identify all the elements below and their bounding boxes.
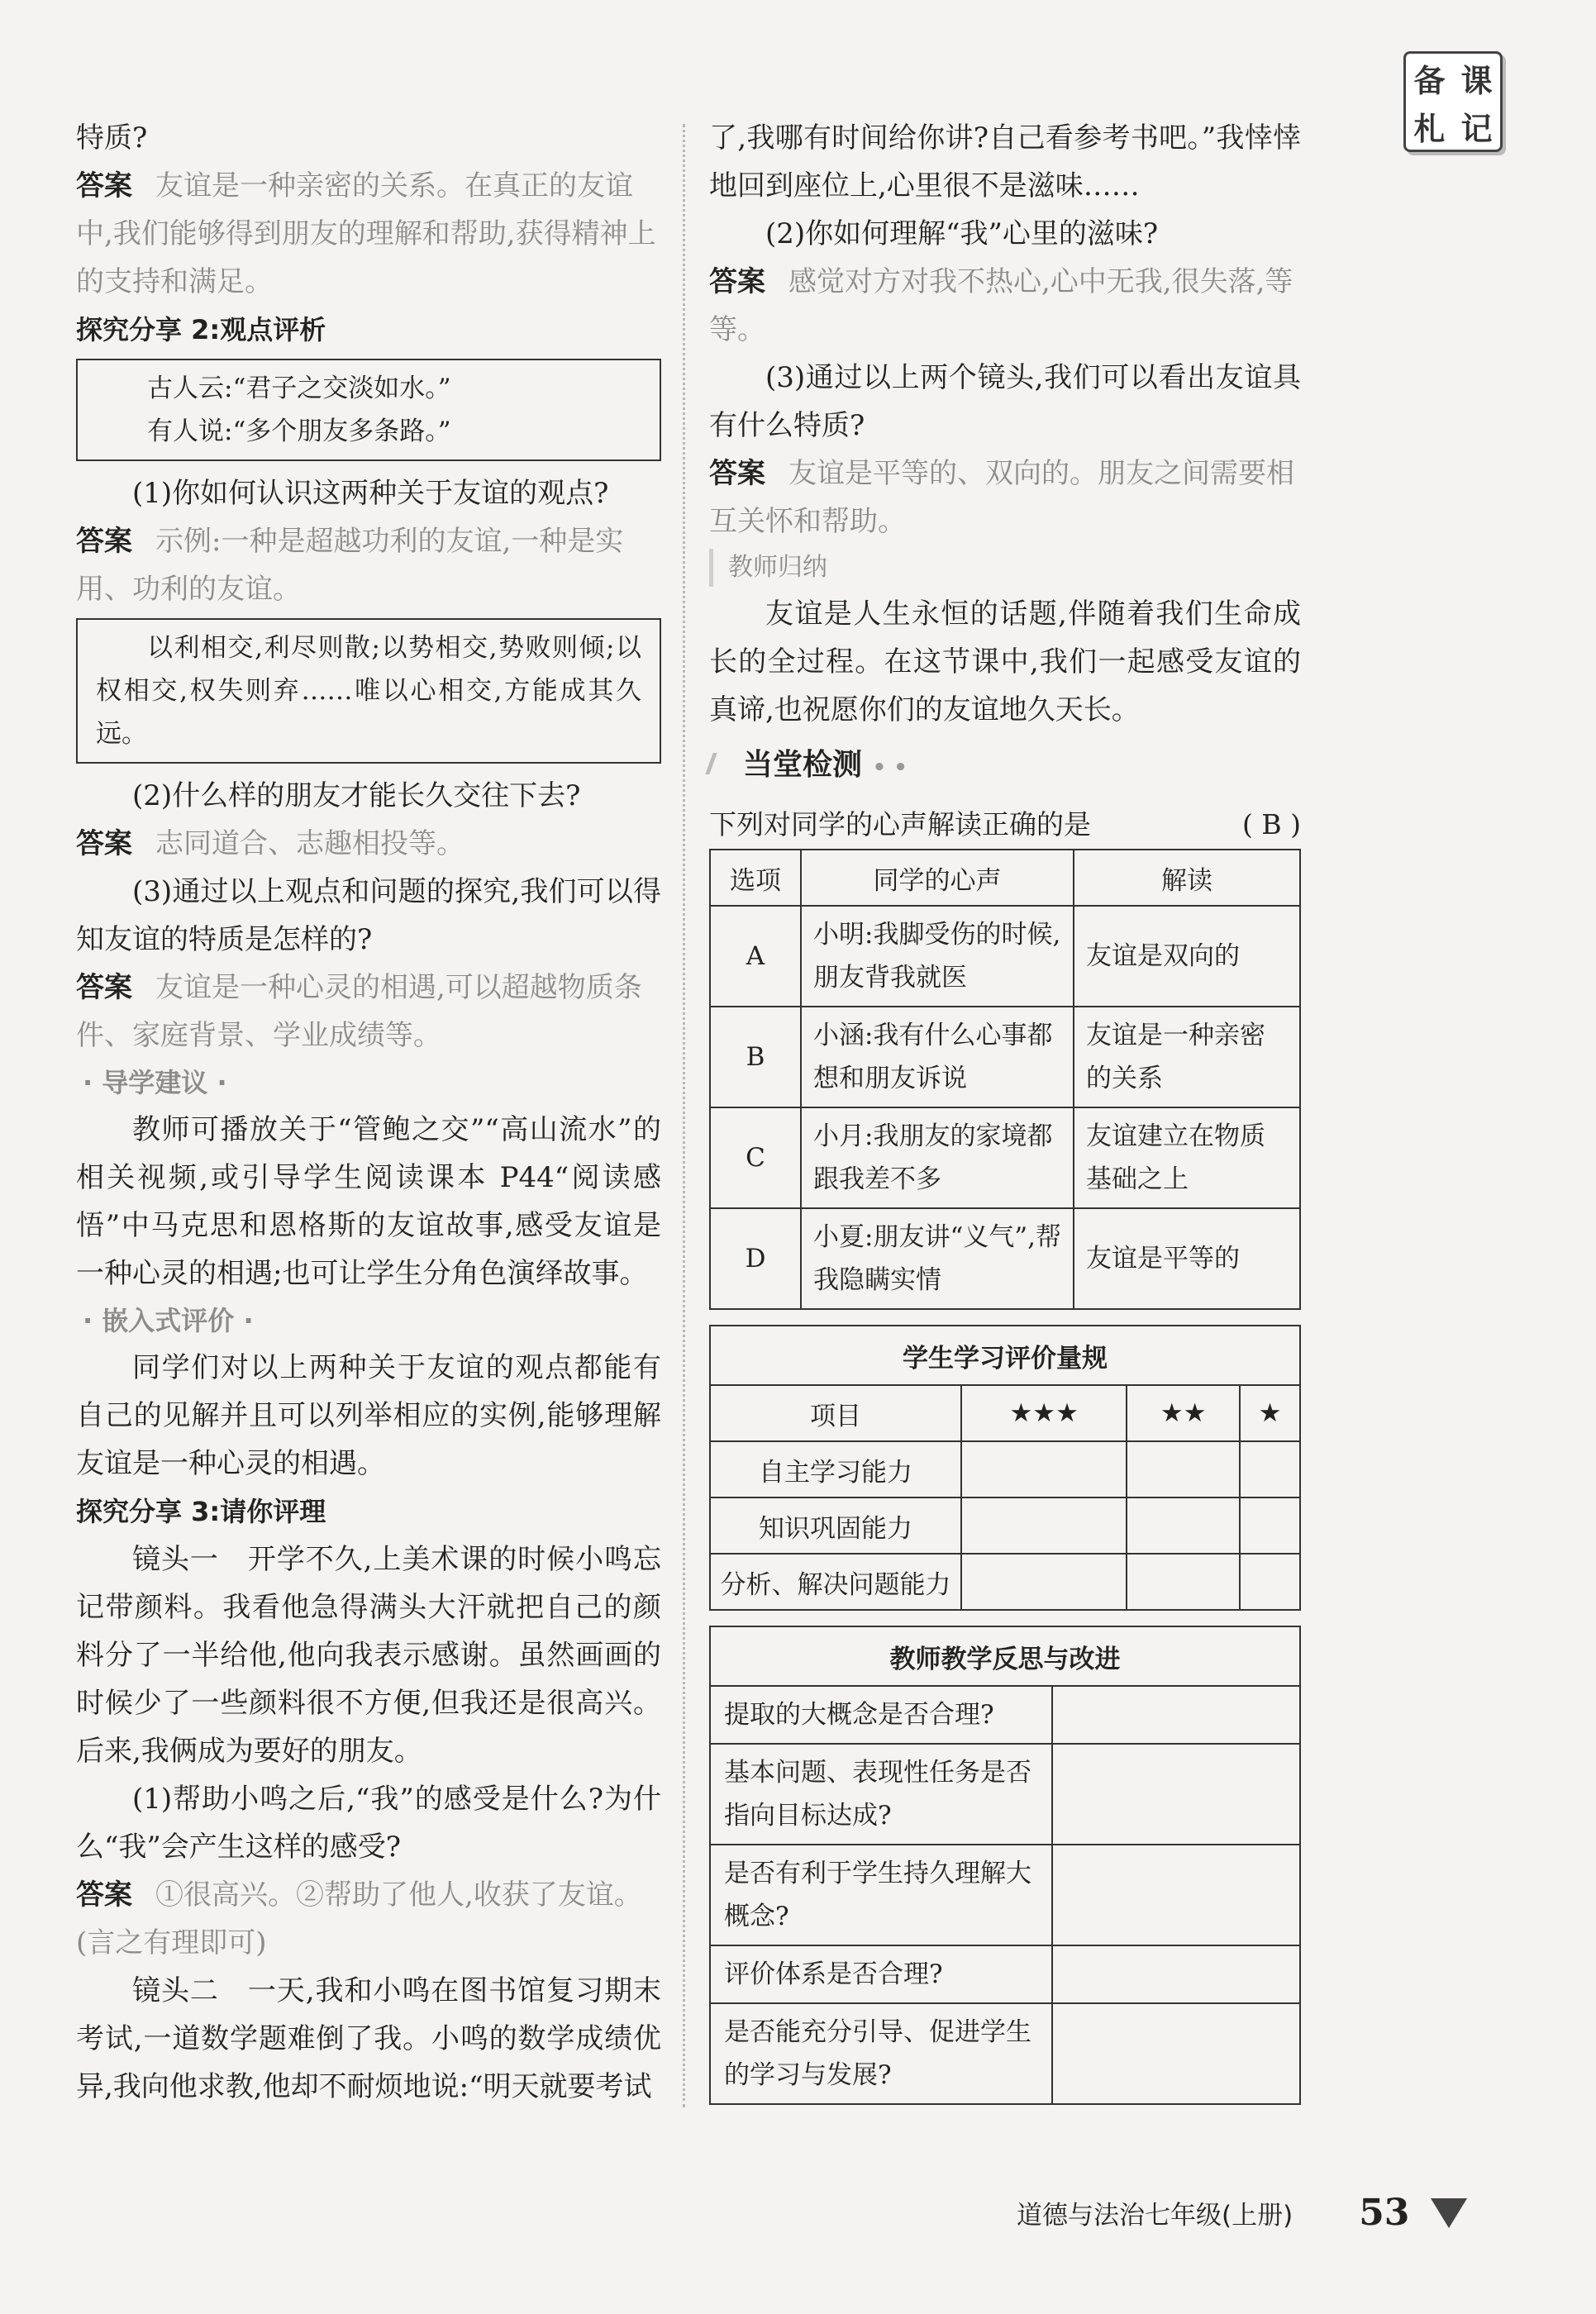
rubric-cell xyxy=(1240,1497,1300,1554)
quiz-reading: 友谊是平等的 xyxy=(1074,1208,1300,1309)
answer-block xyxy=(709,258,1301,354)
right-column xyxy=(709,114,1301,2105)
rubric-header: ★ xyxy=(1240,1385,1300,1441)
in-class-check-heading xyxy=(709,739,1301,794)
quiz-row xyxy=(710,906,1300,1007)
quiz-header: 选项 xyxy=(710,850,801,906)
reflection-cell xyxy=(1052,1686,1300,1744)
stamp-char: 备 xyxy=(1413,61,1446,99)
question: (1)你如何认识这两种关于友谊的观点? xyxy=(132,477,609,510)
quiz-header: 解读 xyxy=(1074,850,1300,906)
reflection-question: 基本问题、表现性任务是否指向目标达成? xyxy=(710,1744,1052,1845)
quiz-option: B xyxy=(710,1007,801,1107)
section-heading: 探究分享 3:请你评理 xyxy=(76,1496,326,1527)
text-line: 特质? xyxy=(76,121,148,155)
rubric-header: ★★★ xyxy=(961,1385,1127,1441)
quiz-voice: 小涵:我有什么心事都想和朋友诉说 xyxy=(801,1007,1074,1107)
scene-text: 镜头二 一天,我和小鸣在图书馆复习期末考试,一道数学题难倒了我。小鸣的数学成绩优异,我向他求教,他却不耐烦地说:“明天就要考试 xyxy=(76,1974,661,2103)
rubric-header: 项目 xyxy=(710,1385,961,1441)
rubric-cell xyxy=(1240,1554,1300,1610)
quiz-table xyxy=(709,849,1301,1310)
answer-text: 友谊是平等的、双向的。朋友之间需要相互关怀和帮助。 xyxy=(709,457,1294,538)
reflection-title: 教师教学反思与改进 xyxy=(710,1626,1300,1686)
question: (1)帮助小鸣之后,“我”的感受是什么?为什么“我”会产生这样的感受? xyxy=(76,1783,661,1864)
check-question: 下列对同学的心声解读正确的是 xyxy=(709,808,1091,840)
rubric-item: 知识巩固能力 xyxy=(710,1497,961,1554)
quote-box xyxy=(76,359,661,461)
quiz-voice: 小夏:朋友讲“义气”,帮我隐瞒实情 xyxy=(801,1208,1074,1309)
answer-tag: 答案 xyxy=(709,265,765,298)
quiz-option: C xyxy=(710,1107,801,1208)
page-footer xyxy=(1017,2192,1467,2234)
scene-continuation: 了,我哪有时间给你讲?自己看参考书吧。”我悻悻地回到座位上,心里很不是滋味…… xyxy=(709,121,1301,202)
heading-dots: • • xyxy=(872,755,908,780)
corner-arrow-icon xyxy=(1431,2198,1467,2228)
page-number: 53 xyxy=(1359,2192,1410,2234)
rubric-item: 分析、解决问题能力 xyxy=(710,1554,961,1610)
eval-title: · 嵌入式评价 · xyxy=(83,1305,254,1336)
stamp-char: 课 xyxy=(1460,61,1493,99)
answer-block xyxy=(76,820,661,868)
rubric-cell xyxy=(961,1554,1127,1610)
reflection-question: 是否能充分引导、促进学生的学习与发展? xyxy=(710,2003,1052,2104)
rubric-cell xyxy=(1127,1497,1240,1554)
quote-line: 有人说:“多个朋友多条路。” xyxy=(147,417,451,446)
rubric-title: 学生学习评价量规 xyxy=(710,1326,1300,1385)
answer-text: 友谊是一种心灵的相遇,可以超越物质条件、家庭背景、学业成绩等。 xyxy=(76,971,642,1052)
section-heading: 探究分享 2:观点评析 xyxy=(76,314,326,345)
answer-block xyxy=(76,1871,661,1967)
rubric-cell xyxy=(1127,1441,1240,1497)
question: (2)你如何理解“我”心里的滋味? xyxy=(765,217,1159,250)
column-divider xyxy=(683,124,685,2107)
reflection-cell xyxy=(1052,1744,1300,1845)
check-answer: ( B ) xyxy=(1242,808,1301,840)
scene-text: 镜头一 开学不久,上美术课的时候小鸣忘记带颜料。我看他急得满头大汗就把自己的颜料分了一半给他,他向我表示感谢。虽然画画的时候少了一些颜料很不方便,但我还是很高兴。后来,我俩成为要好的朋友。 xyxy=(76,1543,661,1768)
question: (2)什么样的朋友才能长久交往下去? xyxy=(132,779,581,812)
answer-tag: 答案 xyxy=(76,1878,132,1912)
answer-block xyxy=(76,517,661,613)
stamp-char: 札 xyxy=(1413,109,1446,147)
check-question-line xyxy=(709,801,1301,849)
quiz-option: D xyxy=(710,1208,801,1309)
question: (3)通过以上观点和问题的探究,我们可以得知友谊的特质是怎样的? xyxy=(76,875,661,956)
question: (3)通过以上两个镜头,我们可以看出友谊具有什么特质? xyxy=(709,361,1301,442)
answer-text: ①很高兴。②帮助了他人,收获了友谊。(言之有理即可) xyxy=(76,1878,642,1959)
book-title: 道德与法治七年级(上册) xyxy=(1017,2201,1293,2231)
reflection-question: 评价体系是否合理? xyxy=(710,1945,1052,2003)
quiz-voice: 小明:我脚受伤的时候,朋友背我就医 xyxy=(801,906,1074,1007)
answer-block xyxy=(709,450,1301,545)
answer-text: 感觉对方对我不热心,心中无我,很失落,等等。 xyxy=(709,265,1293,346)
quiz-option: A xyxy=(710,906,801,1007)
quiz-voice: 小月:我朋友的家境都跟我差不多 xyxy=(801,1107,1074,1208)
left-column xyxy=(76,114,661,2111)
answer-tag: 答案 xyxy=(709,457,765,490)
quote-text: 以利相交,利尽则散;以势相交,势败则倾;以权相交,权失则弃……唯以心相交,方能成其久远。 xyxy=(96,633,641,749)
rubric-cell xyxy=(1127,1554,1240,1610)
stamp-char: 记 xyxy=(1460,109,1493,147)
rubric-table xyxy=(709,1325,1301,1611)
in-class-check-title: 当堂检测 xyxy=(743,748,863,782)
rubric-cell xyxy=(1240,1441,1300,1497)
answer-text: 友谊是一种亲密的关系。在真正的友谊中,我们能够得到朋友的理解和帮助,获得精神上的支持和满足。 xyxy=(76,169,656,298)
quiz-header: 同学的心声 xyxy=(801,850,1074,906)
answer-tag: 答案 xyxy=(76,971,132,1004)
quote-box xyxy=(76,618,661,764)
rubric-cell xyxy=(961,1497,1127,1554)
quiz-row xyxy=(710,1208,1300,1309)
pencil-icon xyxy=(705,753,738,774)
eval-text: 同学们对以上两种关于友谊的观点都能有自己的见解并且可以列举相应的实例,能够理解友谊是一种心灵的相遇。 xyxy=(76,1351,661,1480)
quiz-reading: 友谊是一种亲密的关系 xyxy=(1074,1007,1300,1107)
quote-line: 古人云:“君子之交淡如水。” xyxy=(147,374,451,403)
answer-tag: 答案 xyxy=(76,827,132,860)
quiz-reading: 友谊是双向的 xyxy=(1074,906,1300,1007)
reflection-question: 提取的大概念是否合理? xyxy=(710,1686,1052,1744)
guide-title: · 导学建议 · xyxy=(83,1067,227,1098)
guide-text: 教师可播放关于“管鲍之交”“高山流水”的相关视频,或引导学生阅读课本 P44“阅读感悟”中马克思和恩格斯的友谊故事,感受友谊是一种心灵的相遇;也可让学生分角色演绎故事。 xyxy=(76,1113,661,1290)
reflection-cell xyxy=(1052,1845,1300,1945)
reflection-cell xyxy=(1052,2003,1300,2104)
answer-tag: 答案 xyxy=(76,525,132,558)
quiz-reading: 友谊建立在物质基础之上 xyxy=(1074,1107,1300,1208)
answer-block xyxy=(76,162,661,306)
teacher-summary-text: 友谊是人生永恒的话题,伴随着我们生命成长的全过程。在这节课中,我们一起感受友谊的真谛,也祝愿你们的友谊地久天长。 xyxy=(709,598,1301,726)
rubric-item: 自主学习能力 xyxy=(710,1441,961,1497)
reflection-table xyxy=(709,1626,1301,2105)
quiz-row xyxy=(710,1007,1300,1107)
answer-text: 志同道合、志趣相投等。 xyxy=(155,827,465,860)
answer-text: 示例:一种是超越功利的友谊,一种是实用、功利的友谊。 xyxy=(76,525,624,606)
lesson-notes-stamp xyxy=(1403,51,1503,152)
rubric-header: ★★ xyxy=(1127,1385,1240,1441)
quiz-row xyxy=(710,1107,1300,1208)
answer-tag: 答案 xyxy=(76,169,132,202)
reflection-question: 是否有利于学生持久理解大概念? xyxy=(710,1845,1052,1945)
rubric-cell xyxy=(961,1441,1127,1497)
reflection-cell xyxy=(1052,1945,1300,2003)
answer-block xyxy=(76,964,661,1059)
teacher-summary-title: 教师归纳 xyxy=(709,549,1301,587)
